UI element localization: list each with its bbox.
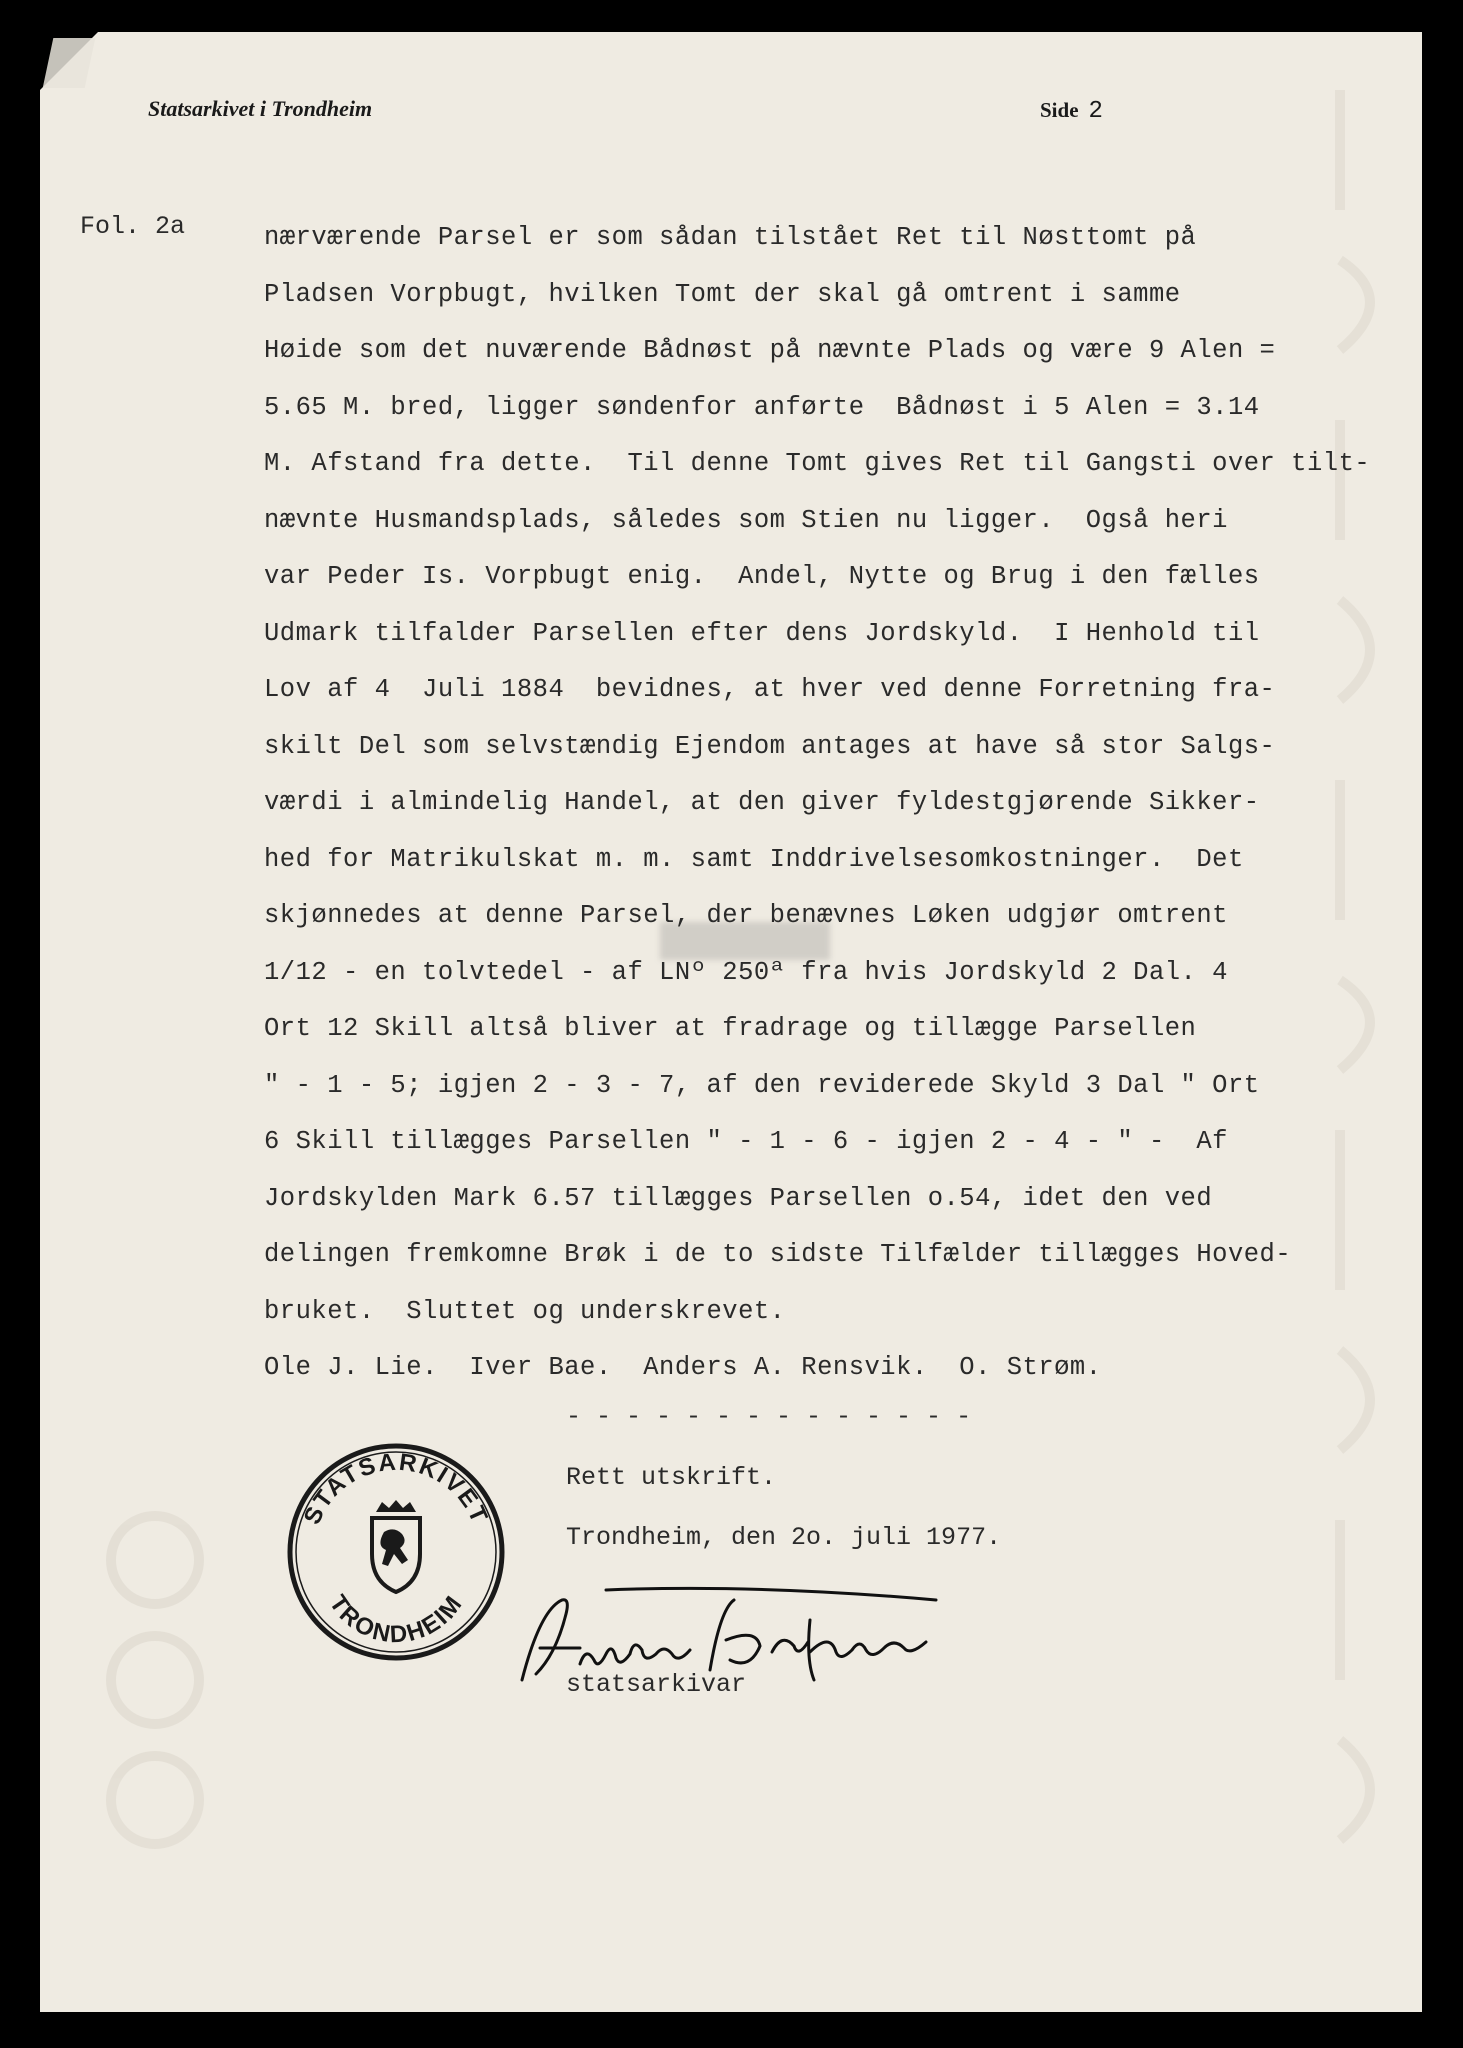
body-line: Udmark tilfalder Parsellen efter dens Jordskyld. I Henhold til (264, 618, 1260, 648)
body-line: værdi i almindelig Handel, at den giver fyldestgjørende Sikker- (264, 788, 1260, 817)
body-line: 5.65 M. bred, ligger søndenfor anførte Bådnøst i 5 Alen = 3.14 (264, 392, 1260, 422)
body-line: bruket. Sluttet og underskrevet. (264, 1296, 786, 1326)
svg-text:TRONDHEIM (324, 1590, 469, 1648)
body-line: M. Afstand fra dette. Til denne Tomt gives Ret til Gangsti over tilt- (264, 449, 1371, 478)
body-line: skilt Del som selvstændig Ejendom antages at have så stor Salgs- (264, 731, 1276, 761)
typed-body-text (264, 210, 1384, 1397)
body-line: 1/12 - en tolvtedel - af LNº 250ª fra hvis Jordskyld 2 Dal. 4 (264, 957, 1228, 987)
body-line: var Peder Is. Vorpbugt enig. Andel, Nytte og Brug i den fælles (264, 562, 1260, 591)
archive-seal-stamp (284, 1440, 508, 1664)
certified-copy-line: Rett utskrift. (566, 1463, 777, 1492)
side-label: Side (1040, 98, 1079, 122)
archive-name: Statsarkivet i Trondheim (148, 96, 373, 121)
body-line: nærværende Parsel er som sådan tilstået Ret til Nøsttomt på (264, 223, 1197, 252)
body-line: Ole J. Lie. Iver Bae. Anders A. Rensvik. O. Strøm. (264, 1353, 1102, 1382)
body-line: Lov af 4 Juli 1884 bevidnes, at hver ved denne Forretning fra- (264, 675, 1276, 704)
body-line: skjønnedes at denne Parsel, der benævnes Løken udgjør omtrent (264, 901, 1228, 930)
body-line: nævnte Husmandsplads, således som Stien nu ligger. Også heri (264, 505, 1228, 535)
coat-of-arms-icon (372, 1500, 420, 1592)
body-line: Ort 12 Skill altså bliver at fradrage og tillægge Parsellen (264, 1014, 1197, 1043)
stamp-bottom-text: TRONDHEIM (323, 1589, 469, 1649)
body-line: hed for Matrikulskat m. m. samt Inddrivelsesomkostninger. Det (264, 844, 1244, 874)
body-line: delingen fremkomne Brøk i de to sidste Tilfælder tillægges Hoved- (264, 1240, 1292, 1269)
body-line: Jordskylden Mark 6.57 tillægges Parsellen o.54, idet den ved (264, 1183, 1213, 1213)
separator-line: - - - - - - - - - - - - - - (566, 1402, 972, 1431)
closing-block (566, 1448, 1001, 1568)
stamp-top-text: STATSARKIVET (298, 1448, 494, 1529)
signer-title: statsarkivar (566, 1670, 747, 1699)
body-line: Høide som det nuværende Bådnøst på nævnte Plads og være 9 Alen = (264, 336, 1276, 365)
side-number: 2 (1088, 98, 1103, 125)
body-line: " - 1 - 5; igjen 2 - 3 - 7, af den reviderede Skyld 3 Dal " Ort (264, 1070, 1260, 1100)
body-line: Pladsen Vorpbugt, hvilken Tomt der skal gå omtrent i samme (264, 279, 1181, 309)
folio-label: Fol. 2a (80, 212, 186, 241)
page-number (1040, 98, 1103, 125)
place-date-line: Trondheim, den 2o. juli 1977. (566, 1523, 1002, 1552)
body-line: 6 Skill tillægges Parsellen " - 1 - 6 - igjen 2 - 4 - " - Af (264, 1127, 1228, 1156)
